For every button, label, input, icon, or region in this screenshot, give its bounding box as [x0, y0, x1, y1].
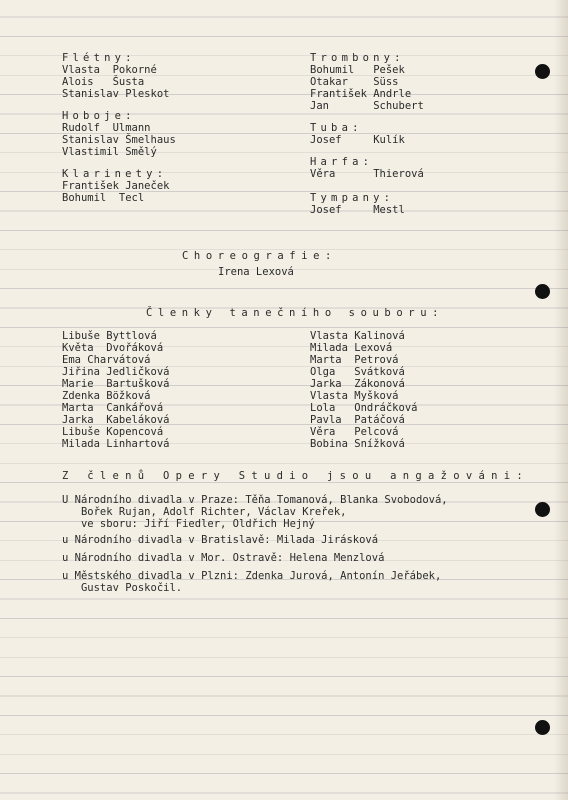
section-heading-harp: Harfa: — [310, 156, 374, 168]
member-name: Stanislav Pleskot — [62, 88, 170, 100]
engagement-line: ve sboru: Jiří Fiedler, Oldřich Hejný — [62, 518, 315, 530]
dancer-name: Vlasta Kalinová — [310, 330, 405, 342]
dancer-name: Jarka Kabeláková — [62, 414, 170, 426]
dancer-name: Květa Dvořáková — [62, 342, 164, 354]
choreographer-name: Irena Lexová — [218, 266, 294, 278]
punch-hole — [535, 64, 550, 79]
member-name: Josef Mestl — [310, 204, 405, 216]
engagement-line: Gustav Poskočil. — [62, 582, 183, 594]
dancers-heading: Členky tanečního souboru: — [146, 307, 445, 319]
section-heading-oboes: Hoboje: — [62, 110, 136, 122]
member-name: Josef Kulík — [310, 134, 405, 146]
dancer-name: Marta Petrová — [310, 354, 399, 366]
punch-hole — [535, 720, 550, 735]
dancer-name: Marie Bartušková — [62, 378, 170, 390]
dancer-name: Bobina Snížková — [310, 438, 405, 450]
section-heading-timpani: Tympany: — [310, 192, 395, 204]
section-heading-trombones: Trombony: — [310, 52, 405, 64]
member-name: Alois Šusta — [62, 76, 145, 88]
dancer-name: Pavla Patáčová — [310, 414, 405, 426]
member-name: Rudolf Ulmann — [62, 122, 151, 134]
engagement-line: Bořek Rujan, Adolf Richter, Václav Kreřek, — [62, 506, 347, 518]
punch-hole — [535, 502, 550, 517]
engagement-line: u Městského divadla v Plzni: Zdenka Jurová, Antonín Jeřábek, — [62, 570, 442, 582]
dancer-name: Vlasta Myšková — [310, 390, 399, 402]
member-name: Bohumil Tecl — [62, 192, 145, 204]
member-name: Vlastimil Smělý — [62, 146, 157, 158]
member-name: Bohumil Pešek — [310, 64, 405, 76]
dancer-name: Zdenka Böžková — [62, 390, 151, 402]
member-name: Jan Schubert — [310, 100, 424, 112]
dancer-name: Ema Charvátová — [62, 354, 151, 366]
section-heading-clarinets: Klarinety: — [62, 168, 168, 180]
member-name: František Andrle — [310, 88, 412, 100]
engagements-heading: Z členů Opery Studio jsou angažováni: — [62, 470, 529, 482]
dancer-name: Jiřina Jedličková — [62, 366, 170, 378]
punch-hole — [535, 284, 550, 299]
engagement-line: u Národního divadla v Bratislavě: Milada Jirásková — [62, 534, 379, 546]
engagement-line: u Národního divadla v Mor. Ostravě: Helena Menzlová — [62, 552, 385, 564]
engagement-line: U Národního divadla v Praze: Těňa Tomanová, Blanka Svobodová, — [62, 494, 448, 506]
dancer-name: Libuše Byttlová — [62, 330, 157, 342]
dancer-name: Lola Ondráčková — [310, 402, 418, 414]
choreography-heading: Choreografie: — [182, 250, 337, 262]
section-heading-flutes: Flétny: — [62, 52, 136, 64]
dancer-name: Olga Svátková — [310, 366, 405, 378]
member-name: František Janeček — [62, 180, 170, 192]
dancer-name: Milada Lexová — [310, 342, 393, 354]
dancer-name: Věra Pelcová — [310, 426, 399, 438]
member-name: Otakar Süss — [310, 76, 399, 88]
member-name: Stanislav Šmelhaus — [62, 134, 176, 146]
member-name: Vlasta Pokorné — [62, 64, 157, 76]
dancer-name: Marta Cankářová — [62, 402, 164, 414]
dancer-name: Milada Linhartová — [62, 438, 170, 450]
member-name: Věra Thierová — [310, 168, 424, 180]
page-edge-shadow — [554, 0, 568, 800]
dancer-name: Libuše Kopencová — [62, 426, 164, 438]
section-heading-tuba: Tuba: — [310, 122, 363, 134]
dancer-name: Jarka Zákonová — [310, 378, 405, 390]
